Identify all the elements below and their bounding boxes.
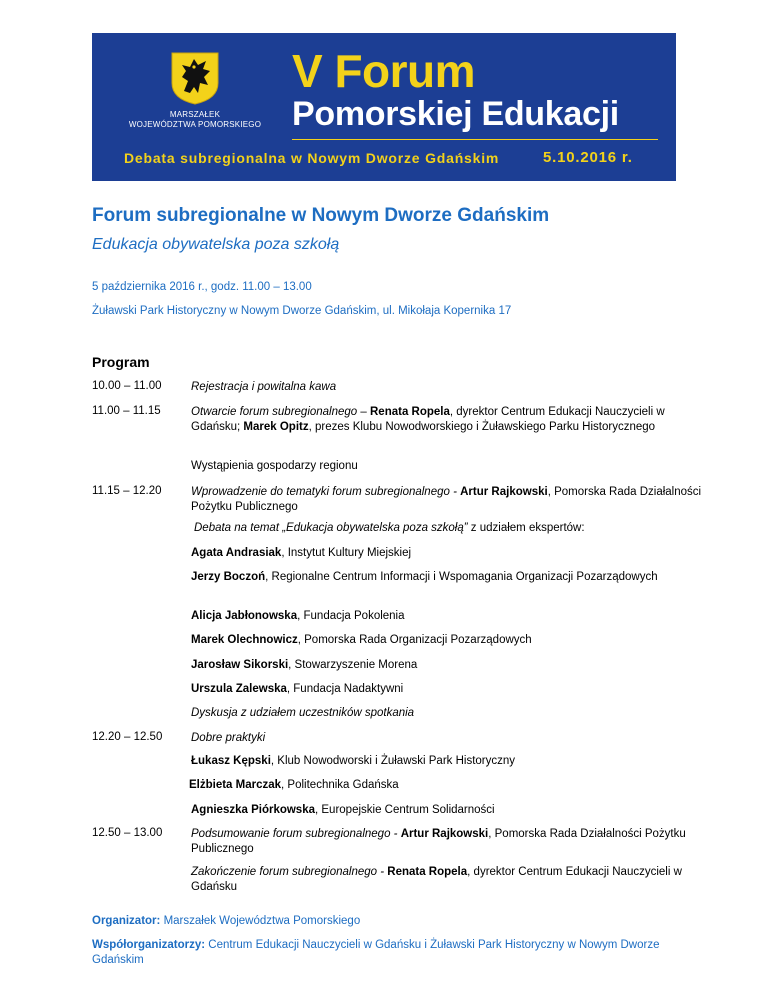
expert-item: Alicja Jabłonowska, Fundacja Pokolenia <box>191 610 405 622</box>
griffin-crest-icon <box>170 51 220 105</box>
debate-line: Debata na temat „Edukacja obywatelska poza szkołą” z udziałem ekspertów: <box>194 522 585 534</box>
co-organizers-line: Współorganizatorzy: Centrum Edukacji Nauczycieli w Gdańsku i Żuławski Park Historyczny w Nowym Dworze Gdańskim <box>92 939 660 966</box>
slot-5-description: Podsumowanie forum subregionalnego - Artur Rajkowski, Pomorska Rada Działalności Pożytku Publicznego <box>191 828 686 855</box>
speaker-item: Agnieszka Piórkowska, Europejskie Centrum Solidarności <box>191 804 495 816</box>
banner-date: 5.10.2016 r. <box>543 149 633 166</box>
event-banner <box>92 33 676 181</box>
organizer-line: Organizator: Marszałek Województwa Pomorskiego <box>92 915 361 927</box>
expert-item: Marek Olechnowicz, Pomorska Rada Organizacji Pozarządowych <box>191 634 532 646</box>
time-slot-3: 11.15 – 12.20 <box>92 485 162 497</box>
time-slot-1: 10.00 – 11.00 <box>92 380 162 392</box>
banner-title-line2: Pomorskiej Edukacji <box>292 95 619 133</box>
speaker-item: Elżbieta Marczak, Politechnika Gdańska <box>189 779 399 791</box>
event-place: Żuławski Park Historyczny w Nowym Dworze Gdańskim, ul. Mikołaja Kopernika 17 <box>92 305 512 317</box>
organization-name: MARSZAŁEK WOJEWÓDZTWA POMORSKIEGO <box>128 110 262 129</box>
expert-item: Agata Andrasiak, Instytut Kultury Miejskiej <box>191 547 412 559</box>
discussion-line: Dyskusja z udziałem uczestników spotkania <box>191 707 415 719</box>
slot-3-description: Wprowadzenie do tematyki forum subregionalnego - Artur Rajkowski, Pomorska Rada Działalności Pożytku Publicznego <box>191 486 702 513</box>
speaker-item: Łukasz Kępski, Klub Nowodworski i Żuławski Park Historyczny <box>191 755 516 767</box>
banner-divider <box>292 139 658 140</box>
expert-item: Urszula Zalewska, Fundacja Nadaktywni <box>191 683 404 695</box>
slot-2-description: Otwarcie forum subregionalnego – Renata Ropela, dyrektor Centrum Edukacji Nauczycieli w Gdańsku; Marek Opitz, prezes Klubu Nowodworskiego i Żuławskiego Parku Historycznego <box>191 406 665 433</box>
expert-item: Jerzy Boczoń, Regionalne Centrum Informacji i Wspomagania Organizacji Pozarządowych <box>191 571 658 583</box>
page-subtitle: Edukacja obywatelska poza szkołą <box>92 236 340 253</box>
event-date: 5 października 2016 r., godz. 11.00 – 13.00 <box>92 281 312 293</box>
slot-2-extra: Wystąpienia gospodarzy regionu <box>191 460 358 472</box>
expert-item: Jarosław Sikorski, Stowarzyszenie Morena <box>191 659 418 671</box>
time-slot-4: 12.20 – 12.50 <box>92 731 163 743</box>
slot-1-description: Rejestracja i powitalna kawa <box>191 381 337 393</box>
slot-4-description: Dobre praktyki <box>191 732 266 744</box>
banner-subtitle: Debata subregionalna w Nowym Dworze Gdańskim <box>124 150 500 166</box>
program-heading: Program <box>92 354 150 370</box>
time-slot-5: 12.50 – 13.00 <box>92 827 163 839</box>
time-slot-2: 11.00 – 11.15 <box>92 405 161 417</box>
banner-title-line1: V Forum <box>292 45 476 97</box>
page-title: Forum subregionalne w Nowym Dworze Gdańskim <box>92 205 550 226</box>
closing-line: Zakończenie forum subregionalnego - Renata Ropela, dyrektor Centrum Edukacji Nauczycieli w Gdańsku <box>191 866 682 893</box>
